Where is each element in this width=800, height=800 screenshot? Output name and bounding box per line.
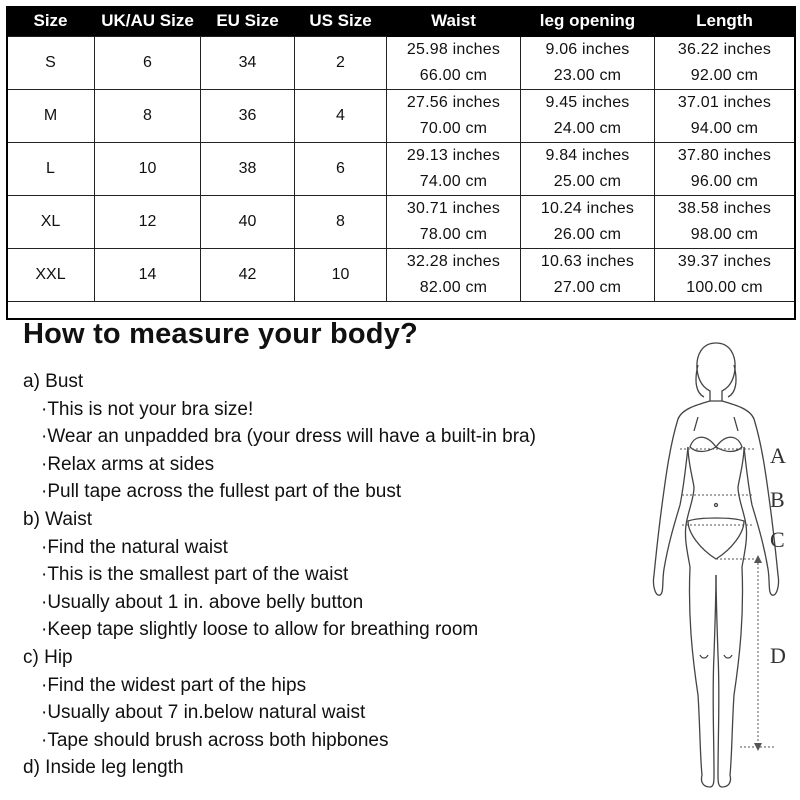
body-measurement-figure-icon <box>640 335 800 795</box>
length-cm-cell: 96.00 cm <box>655 169 795 196</box>
eu-cell: 42 <box>201 248 295 301</box>
size-cell: M <box>7 89 95 142</box>
size-cell: XXL <box>7 248 95 301</box>
leg-cm-cell: 25.00 cm <box>521 169 655 196</box>
size-chart-table <box>6 6 795 302</box>
guide-tip: ·Tape should brush across both hipbones <box>41 729 389 751</box>
leg-inches-cell: 9.84 inches <box>521 142 655 169</box>
length-inches-cell: 38.58 inches <box>655 195 795 222</box>
leg-cm-cell: 27.00 cm <box>521 275 655 302</box>
guide-tip: ·Wear an unpadded bra (your dress will have a built-in bra) <box>41 426 536 448</box>
uk-au-cell: 10 <box>95 142 201 195</box>
marker-b: B <box>770 487 785 512</box>
eu-cell: 36 <box>201 89 295 142</box>
marker-a: A <box>770 443 786 468</box>
us-cell: 6 <box>295 142 387 195</box>
waist-cm-cell: 70.00 cm <box>387 116 521 143</box>
table-row <box>7 195 795 222</box>
leg-inches-cell: 10.63 inches <box>521 248 655 275</box>
header-leg-opening: leg opening <box>521 6 655 37</box>
uk-au-cell: 12 <box>95 195 201 248</box>
guide-section-label: b) Waist <box>23 508 92 530</box>
waist-inches-cell: 30.71 inches <box>387 195 521 222</box>
guide-tip: ·This is the smallest part of the waist <box>41 564 349 586</box>
waist-cm-cell: 82.00 cm <box>387 275 521 302</box>
guide-tip: ·This is not your bra size! <box>41 398 254 420</box>
marker-labels <box>770 443 786 668</box>
length-inches-cell: 39.37 inches <box>655 248 795 275</box>
header-size: Size <box>7 6 95 37</box>
size-cell: XL <box>7 195 95 248</box>
leg-cm-cell: 23.00 cm <box>521 63 655 90</box>
guide-tip: ·Find the widest part of the hips <box>41 674 307 696</box>
guide-tip: ·Relax arms at sides <box>41 453 215 475</box>
header-us-size: US Size <box>295 6 387 37</box>
marker-d: D <box>770 643 786 668</box>
guide-tip: ·Usually about 1 in. above belly button <box>41 591 364 613</box>
guide-tip: ·Usually about 7 in.below natural waist <box>41 702 366 724</box>
length-cm-cell: 100.00 cm <box>655 275 795 302</box>
leg-inches-cell: 9.45 inches <box>521 89 655 116</box>
guide-section-label: d) Inside leg length <box>23 757 184 779</box>
length-cm-cell: 94.00 cm <box>655 116 795 143</box>
length-inches-cell: 36.22 inches <box>655 37 795 63</box>
table-row <box>7 248 795 275</box>
waist-cm-cell: 66.00 cm <box>387 63 521 90</box>
header-uk-au-size: UK/AU Size <box>95 6 201 37</box>
guide-section-label: a) Bust <box>23 371 84 392</box>
waist-cm-cell: 78.00 cm <box>387 222 521 249</box>
us-cell: 8 <box>295 195 387 248</box>
table-row <box>7 37 795 63</box>
leg-cm-cell: 26.00 cm <box>521 222 655 249</box>
size-cell: S <box>7 37 95 90</box>
leg-inches-cell: 9.06 inches <box>521 37 655 63</box>
page-title: How to measure your body? <box>23 318 418 350</box>
eu-cell: 34 <box>201 37 295 90</box>
header-length: Length <box>655 6 795 37</box>
guide-section-label: c) Hip <box>23 646 73 668</box>
uk-au-cell: 8 <box>95 89 201 142</box>
guide-tip: ·Find the natural waist <box>41 536 228 558</box>
leg-cm-cell: 24.00 cm <box>521 116 655 143</box>
waist-inches-cell: 29.13 inches <box>387 142 521 169</box>
waist-inches-cell: 25.98 inches <box>387 37 521 63</box>
table-header-row <box>7 6 795 37</box>
header-waist: Waist <box>387 6 521 37</box>
waist-cm-cell: 74.00 cm <box>387 169 521 196</box>
eu-cell: 40 <box>201 195 295 248</box>
guide-tip: ·Pull tape across the fullest part of the bust <box>41 481 402 503</box>
uk-au-cell: 6 <box>95 37 201 90</box>
table-row <box>7 89 795 116</box>
length-cm-cell: 98.00 cm <box>655 222 795 249</box>
measure-lines <box>680 449 776 747</box>
us-cell: 2 <box>295 37 387 90</box>
waist-inches-cell: 32.28 inches <box>387 248 521 275</box>
waist-inches-cell: 27.56 inches <box>387 89 521 116</box>
marker-c: C <box>770 527 785 552</box>
us-cell: 10 <box>295 248 387 301</box>
uk-au-cell: 14 <box>95 248 201 301</box>
measure-guide <box>23 368 536 782</box>
header-eu-size: EU Size <box>201 6 295 37</box>
eu-cell: 38 <box>201 142 295 195</box>
size-cell: L <box>7 142 95 195</box>
leg-inches-cell: 10.24 inches <box>521 195 655 222</box>
us-cell: 4 <box>295 89 387 142</box>
guide-tip: ·Keep tape slightly loose to allow for breathing room <box>41 619 479 641</box>
length-inches-cell: 37.80 inches <box>655 142 795 169</box>
table-row <box>7 142 795 169</box>
length-cm-cell: 92.00 cm <box>655 63 795 90</box>
length-inches-cell: 37.01 inches <box>655 89 795 116</box>
body-outline <box>653 343 778 787</box>
